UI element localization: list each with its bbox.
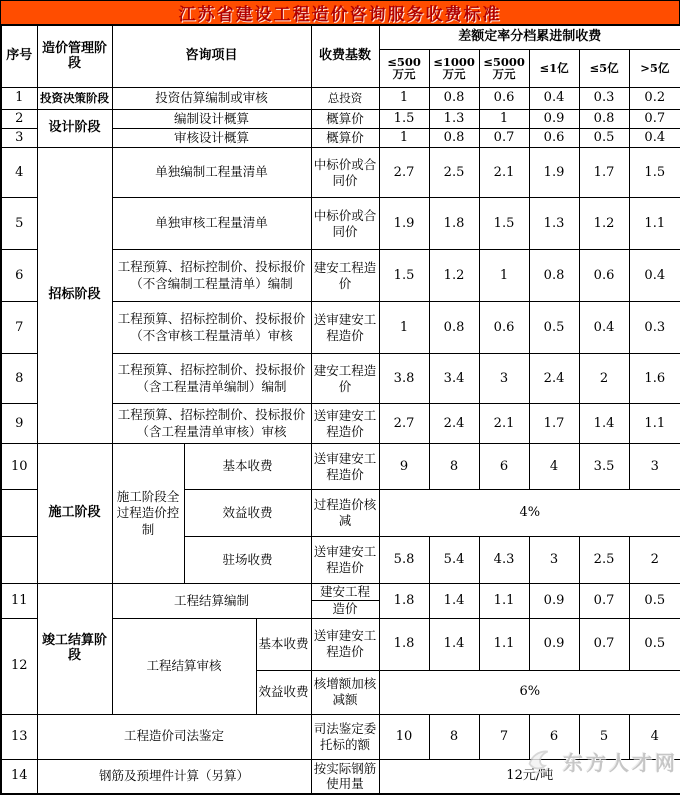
rate-value-cell: 1 — [479, 109, 529, 128]
rate-value-cell: 6 — [479, 444, 529, 490]
sub-item-cell: 基本收费 — [256, 618, 311, 670]
rate-value-cell: 5.8 — [379, 537, 429, 584]
rate-value-cell: 0.4 — [579, 302, 629, 354]
rate-value-cell: 3 — [629, 444, 680, 490]
rate-value-cell: 2 — [629, 537, 680, 584]
rate-value-cell: 1.2 — [429, 250, 479, 302]
project-cell: 工程预算、招标控制价、投标报价（不含编制工程量清单）编制 — [112, 250, 311, 302]
rate-value-cell: 0.2 — [629, 87, 680, 109]
rate-value-cell: 4 — [629, 714, 680, 759]
rate-value-cell: 3.8 — [379, 354, 429, 404]
row-number: 14 — [1, 759, 37, 794]
rate-value-cell: 0.8 — [579, 109, 629, 128]
rate-value-cell: 2.7 — [379, 148, 429, 198]
row-number: 2 — [1, 109, 37, 128]
rate-value-cell: 0.6 — [479, 87, 529, 109]
rate-value-cell: 1.8 — [379, 618, 429, 670]
fee-base-cell: 送审建安工程造价 — [311, 537, 379, 584]
rate-value-cell: 1.1 — [629, 404, 680, 444]
rate-value-cell: 1.8 — [379, 584, 429, 619]
rate-value-cell: 6 — [529, 714, 579, 759]
rate-value-cell: 1.2 — [579, 198, 629, 250]
project-cell: 工程预算、招标控制价、投标报价（含工程量清单审核）审核 — [112, 404, 311, 444]
rate-value-cell: 3 — [529, 537, 579, 584]
project-cell: 审核设计概算 — [112, 128, 311, 147]
rate-value-cell: 2 — [579, 354, 629, 404]
header-tier-4: ≤1亿 — [529, 49, 579, 87]
rate-value-cell: 0.6 — [579, 250, 629, 302]
fee-base-cell: 建安工程造价 — [311, 354, 379, 404]
row-number-empty — [1, 537, 37, 584]
sub-item-cell: 基本收费 — [184, 444, 311, 490]
rate-value-cell: 1 — [379, 128, 429, 147]
rate-value-cell: 5 — [579, 714, 629, 759]
fee-base-cell: 概算价 — [311, 128, 379, 147]
rate-value-cell: 0.6 — [479, 302, 529, 354]
rate-value-cell: 1.6 — [629, 354, 680, 404]
row-number: 11 — [1, 584, 37, 619]
rate-value-cell: 0.8 — [529, 250, 579, 302]
rate-value-cell: 7 — [479, 714, 529, 759]
rate-value-cell: 0.9 — [529, 584, 579, 619]
rate-value-cell: 1.1 — [479, 584, 529, 619]
header-base: 收费基数 — [311, 25, 379, 87]
rate-value-cell: 8 — [429, 714, 479, 759]
rate-value-cell: 1.9 — [379, 198, 429, 250]
fee-base-cell: 按实际钢筋使用量 — [311, 759, 379, 794]
header-project: 咨询项目 — [112, 25, 311, 87]
sub-item-cell: 效益收费 — [184, 490, 311, 537]
rate-value-cell: 1.7 — [579, 148, 629, 198]
header-rate-group: 差额定率分档累进制收费 — [379, 25, 680, 49]
rate-value-cell: 2.4 — [429, 404, 479, 444]
row-number: 5 — [1, 198, 37, 250]
rate-value-cell: 0.5 — [629, 584, 680, 619]
rate-value-cell: 1.5 — [379, 250, 429, 302]
page-title: 江苏省建设工程造价咨询服务收费标准 — [0, 0, 680, 24]
rate-value-cell: 4.3 — [479, 537, 529, 584]
sub-item-cell: 驻场收费 — [184, 537, 311, 584]
rate-value-cell: 0.4 — [629, 128, 680, 147]
row-number: 6 — [1, 250, 37, 302]
merged-rate-cell: 12元/吨 — [379, 759, 680, 794]
rate-value-cell: 2.5 — [429, 148, 479, 198]
rate-value-cell: 0.4 — [629, 250, 680, 302]
rate-value-cell: 10 — [379, 714, 429, 759]
rate-value-cell: 3.5 — [579, 444, 629, 490]
fee-base-bottom: 造价 — [332, 601, 358, 617]
rate-value-cell: 1.9 — [529, 148, 579, 198]
header-no: 序号 — [1, 25, 37, 87]
project-cell: 工程预算、招标控制价、投标报价（不含审核工程量清单）审核 — [112, 302, 311, 354]
rate-value-cell: 0.9 — [529, 109, 579, 128]
rate-value-cell: 1.4 — [429, 584, 479, 619]
stage-cell: 设计阶段 — [37, 109, 112, 148]
fee-base-cell: 中标价或合同价 — [311, 198, 379, 250]
project-cell: 编制设计概算 — [112, 109, 311, 128]
project-cell: 单独编制工程量清单 — [112, 148, 311, 198]
row-number: 1 — [1, 87, 37, 109]
rate-value-cell: 0.7 — [579, 584, 629, 619]
rate-value-cell: 1.3 — [429, 109, 479, 128]
fee-base-cell: 总投资 — [311, 87, 379, 109]
header-tier-5: ≤5亿 — [579, 49, 629, 87]
rate-value-cell: 1.8 — [429, 198, 479, 250]
fee-base-cell: 建安工程造价 — [311, 250, 379, 302]
rate-value-cell: 1.7 — [529, 404, 579, 444]
header-tier-3: ≤5000万元 — [479, 49, 529, 87]
rate-value-cell: 9 — [379, 444, 429, 490]
header-tier-2: ≤1000万元 — [429, 49, 479, 87]
rate-value-cell: 2.4 — [529, 354, 579, 404]
rate-value-cell: 0.5 — [579, 128, 629, 147]
fee-base-cell: 中标价或合同价 — [311, 148, 379, 198]
watermark-text: 东方人才网 — [563, 753, 678, 776]
stage-cell: 施工阶段 — [37, 444, 112, 584]
fee-base-cell: 核增额加核减额 — [311, 670, 379, 714]
fee-base-cell: 送审建安工程造价 — [311, 404, 379, 444]
header-tier-6: >5亿 — [629, 49, 680, 87]
fee-base-cell: 概算价 — [311, 109, 379, 128]
rate-value-cell: 0.7 — [629, 109, 680, 128]
stage-cell: 竣工结算阶段 — [37, 584, 112, 715]
row-number: 13 — [1, 714, 37, 759]
rate-value-cell: 1 — [379, 302, 429, 354]
stage-cell: 投资决策阶段 — [37, 87, 112, 109]
row-number: 7 — [1, 302, 37, 354]
project-cell: 单独审核工程量清单 — [112, 198, 311, 250]
rate-value-cell: 1 — [379, 87, 429, 109]
fee-base-cell: 送审建安工程造价 — [311, 618, 379, 670]
rate-value-cell: 0.4 — [529, 87, 579, 109]
rate-value-cell: 0.9 — [529, 618, 579, 670]
rate-value-cell: 1.4 — [429, 618, 479, 670]
project-cell: 工程造价司法鉴定 — [37, 714, 311, 759]
rate-value-cell: 0.5 — [529, 302, 579, 354]
project-cell: 工程结算编制 — [112, 584, 311, 619]
fee-table — [0, 24, 680, 795]
rate-value-cell: 5.4 — [429, 537, 479, 584]
row-number: 10 — [1, 444, 37, 490]
row-number: 4 — [1, 148, 37, 198]
rate-value-cell: 1.1 — [629, 198, 680, 250]
rate-value-cell: 1.1 — [479, 618, 529, 670]
rate-value-cell: 0.6 — [529, 128, 579, 147]
rate-value-cell: 0.8 — [429, 128, 479, 147]
project-cell: 工程结算审核 — [112, 618, 256, 714]
fee-base-cell: 司法鉴定委托标的额 — [311, 714, 379, 759]
rate-value-cell: 0.5 — [629, 618, 680, 670]
row-number: 9 — [1, 404, 37, 444]
rate-value-cell: 1.4 — [579, 404, 629, 444]
merged-rate-cell: 6% — [379, 670, 680, 714]
fee-base-cell: 过程造价核减 — [311, 490, 379, 537]
fee-base-cell: 送审建安工程造价 — [311, 444, 379, 490]
rate-value-cell: 1.5 — [479, 198, 529, 250]
rate-value-cell: 1.3 — [529, 198, 579, 250]
row-number: 12 — [1, 618, 37, 714]
fee-base-top: 建安工程 — [312, 584, 379, 601]
project-cell: 钢筋及预埋件计算（另算） — [37, 759, 311, 794]
row-number: 8 — [1, 354, 37, 404]
rate-value-cell: 3 — [479, 354, 529, 404]
rate-value-cell: 1.5 — [379, 109, 429, 128]
sub-item-cell: 效益收费 — [256, 670, 311, 714]
row-number: 3 — [1, 128, 37, 147]
header-stage: 造价管理阶段 — [37, 25, 112, 87]
rate-value-cell: 0.7 — [579, 618, 629, 670]
project-cell: 投资估算编制或审核 — [112, 87, 311, 109]
rate-value-cell: 2.7 — [379, 404, 429, 444]
rate-value-cell: 0.7 — [479, 128, 529, 147]
fee-base-cell: 送审建安工程造价 — [311, 302, 379, 354]
rate-value-cell: 2.5 — [579, 537, 629, 584]
rate-value-cell: 8 — [429, 444, 479, 490]
stage-cell: 招标阶段 — [37, 148, 112, 444]
project-group-cell: 施工阶段全过程造价控制 — [112, 444, 184, 584]
rate-value-cell: 3.4 — [429, 354, 479, 404]
merged-rate-cell: 4% — [379, 490, 680, 537]
rate-value-cell: 0.3 — [579, 87, 629, 109]
rate-value-cell: 1 — [479, 250, 529, 302]
rate-value-cell: 4 — [529, 444, 579, 490]
row-number-empty — [1, 490, 37, 537]
rate-value-cell: 1.5 — [629, 148, 680, 198]
rate-value-cell: 0.8 — [429, 302, 479, 354]
project-cell: 工程预算、招标控制价、投标报价（含工程量清单编制）编制 — [112, 354, 311, 404]
header-tier-1: ≤500万元 — [379, 49, 429, 87]
rate-value-cell: 0.8 — [429, 87, 479, 109]
fee-base-split-cell — [311, 584, 379, 619]
rate-value-cell: 2.1 — [479, 148, 529, 198]
rate-value-cell: 0.3 — [629, 302, 680, 354]
rate-value-cell: 2.1 — [479, 404, 529, 444]
